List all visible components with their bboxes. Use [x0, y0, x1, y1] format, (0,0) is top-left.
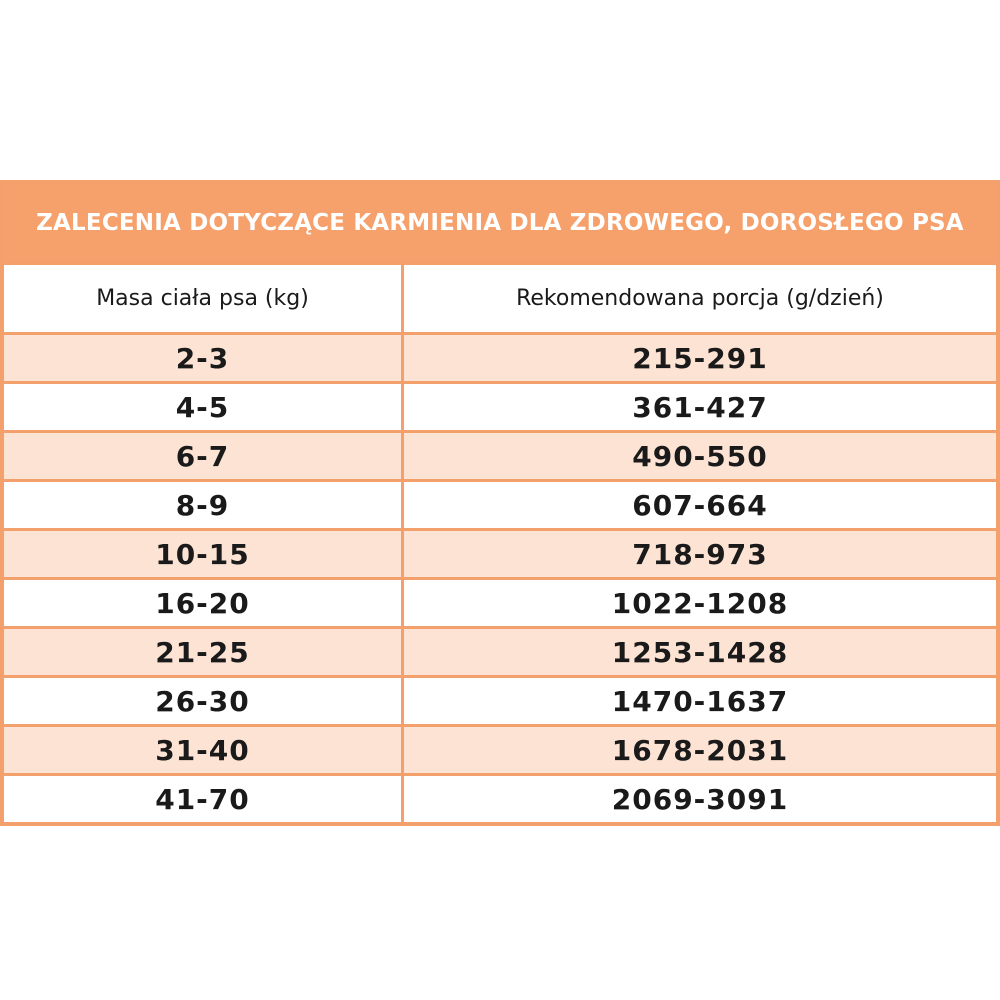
header-portion: Rekomendowana porcja (g/dzień): [516, 286, 884, 311]
cell-portion: 1470-1637: [611, 684, 789, 718]
cell-mass: 6-7: [4, 433, 404, 479]
cell-mass: 41-70: [4, 776, 404, 822]
cell-mass: 16-20: [4, 580, 404, 626]
table-row: [4, 332, 996, 381]
cell-mass: 21-25: [4, 629, 404, 675]
cell-portion: 1022-1208: [611, 586, 789, 620]
table-row: [4, 675, 996, 724]
table-row: [4, 528, 996, 577]
table-header-row: [4, 262, 996, 332]
table-row: [4, 430, 996, 479]
cell-portion: 1253-1428: [611, 635, 789, 669]
cell-portion: 2069-3091: [611, 782, 789, 816]
cell-portion: 1678-2031: [611, 733, 789, 767]
cell-mass: 31-40: [4, 727, 404, 773]
cell-portion: 718-973: [632, 537, 768, 571]
table-row: [4, 479, 996, 528]
cell-mass: 10-15: [4, 531, 404, 577]
cell-portion: 490-550: [632, 439, 768, 473]
header-mass: Masa ciała psa (kg): [4, 265, 404, 332]
table-row: [4, 577, 996, 626]
cell-portion: 607-664: [632, 488, 768, 522]
cell-mass: 8-9: [4, 482, 404, 528]
cell-portion: 215-291: [632, 341, 768, 375]
cell-portion: 361-427: [632, 390, 768, 424]
table-row: [4, 626, 996, 675]
cell-mass: 26-30: [4, 678, 404, 724]
cell-mass: 4-5: [4, 384, 404, 430]
table-row: [4, 381, 996, 430]
table-row: [4, 724, 996, 773]
cell-mass: 2-3: [4, 335, 404, 381]
table-title: ZALECENIA DOTYCZĄCE KARMIENIA DLA ZDROWEGO, DOROSŁEGO PSA: [4, 184, 996, 262]
table-row: [4, 773, 996, 822]
feeding-table: [0, 180, 1000, 826]
